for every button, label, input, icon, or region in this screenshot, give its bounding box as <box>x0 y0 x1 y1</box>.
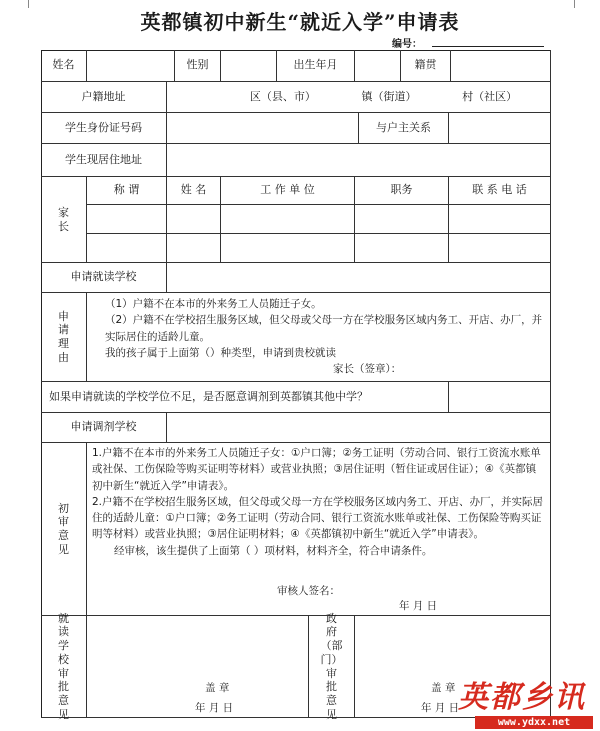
adjust-question: 如果申请就读的学校学位不足，是否愿意调剂到英都镇其他中学？ <box>41 382 449 413</box>
adjust-school-label: 申请调剂学校 <box>41 413 167 443</box>
school-approval-label <box>41 611 87 721</box>
application-form-table <box>41 50 551 721</box>
gov-approval-char: 批 <box>326 680 337 694</box>
reason-section-label <box>41 293 87 382</box>
gov-approval-char: 见 <box>326 707 337 721</box>
gov-approval-char: 意 <box>326 694 337 707</box>
watermark-logo: 英都乡讯 <box>458 680 586 715</box>
review-label-char: 见 <box>58 542 69 556</box>
parent-signature-label: 家长（签章）： <box>333 363 402 376</box>
gov-approval-char: 府 <box>326 625 337 639</box>
parent1-phone-field[interactable] <box>449 205 551 234</box>
gov-approval-label <box>309 611 355 721</box>
review-section-label <box>41 443 87 616</box>
review-date: 年 月 日 <box>399 600 438 612</box>
gender-label: 性别 <box>175 50 221 82</box>
form-title: 英都镇初中新生“就近入学”申请表 <box>140 10 460 34</box>
school-approval-char: 见 <box>58 707 69 721</box>
parent1-position-field[interactable] <box>355 205 449 234</box>
school-approval-date: 年 月 日 <box>195 702 234 714</box>
gov-approval-char: 审 <box>326 666 337 680</box>
apply-school-field[interactable] <box>167 263 551 293</box>
birth-date-field[interactable] <box>355 50 401 82</box>
parent-title-header: 称 谓 <box>87 177 167 205</box>
parent2-name-field[interactable] <box>167 234 221 263</box>
review-label-char: 初 <box>58 501 69 515</box>
school-approval-char: 意 <box>58 694 69 707</box>
reason-label-char: 请 <box>58 323 69 337</box>
school-approval-char: 校 <box>58 652 69 666</box>
relation-label: 与户主关系 <box>359 113 449 144</box>
parent2-employer-field[interactable] <box>221 234 355 263</box>
review-conclusion: 经审核，该生提供了上面第（ ）项材料，材料齐全，符合申请条件。 <box>114 544 433 557</box>
parent-position-header: 职务 <box>355 177 449 205</box>
review-content[interactable] <box>87 443 551 616</box>
apply-school-label: 申请就读学校 <box>41 263 167 293</box>
adjust-answer-field[interactable] <box>449 382 551 413</box>
parent-phone-header: 联 系 电 话 <box>449 177 551 205</box>
gender-field[interactable] <box>221 50 277 82</box>
parent1-name-field[interactable] <box>167 205 221 234</box>
parent1-title-field[interactable] <box>87 205 167 234</box>
reason-label-char: 理 <box>58 337 69 350</box>
parents-label-char: 家 <box>58 205 69 219</box>
student-id-label: 学生身份证号码 <box>41 113 167 144</box>
review-label-char: 审 <box>58 515 69 529</box>
name-field[interactable] <box>87 50 175 82</box>
birth-date-label: 出生年月 <box>277 50 355 82</box>
school-approval-char: 审 <box>58 666 69 680</box>
parent2-position-field[interactable] <box>355 234 449 263</box>
gov-approval-char: 门） <box>320 652 343 666</box>
name-label: 姓名 <box>41 50 87 82</box>
school-approval-field[interactable] <box>87 616 309 718</box>
reason-label-char: 由 <box>58 350 69 364</box>
relation-field[interactable] <box>449 113 551 144</box>
review-label-char: 意 <box>58 529 69 542</box>
serial-number-label: 编号： <box>392 39 422 50</box>
parent-name-header: 姓 名 <box>167 177 221 205</box>
review-item-2: 2.户籍不在学校招生服务区域，但父母或父母一方在学校服务区域内务工、开店、办厂，并实际居住的适龄儿童：①户口簿；②务工证明（劳动合同、银行工资流水账单或社保、工伤保险等购买证明等材料）或营业执照；③居住证明材料；④《英都镇初中新生“就近入学”申请表》。 <box>92 495 544 541</box>
current-address-label: 学生现居住地址 <box>41 144 167 177</box>
serial-number-field[interactable] <box>432 46 544 47</box>
student-id-field[interactable] <box>167 113 359 144</box>
reason-option-2: （2）户籍不在学校招生服务区域，但父母或父母一方在学校服务区域内务工、开店、办厂，并实际居住的适龄儿童。 <box>105 314 543 343</box>
gov-approval-date: 年 月 日 <box>421 702 460 714</box>
native-place-label: 籍贯 <box>401 50 451 82</box>
household-address-field[interactable] <box>167 82 551 113</box>
gov-approval-char: （部 <box>320 639 343 652</box>
parent1-employer-field[interactable] <box>221 205 355 234</box>
reason-statement: 我的孩子属于上面第（）种类型，申请到贵校就读 <box>105 346 336 359</box>
parent2-title-field[interactable] <box>87 234 167 263</box>
gov-stamp-label: 盖 章 <box>431 682 456 694</box>
district-label: 区（县、市） <box>249 89 316 103</box>
parent-employer-header: 工 作 单 位 <box>221 177 355 205</box>
parents-label-char: 长 <box>58 219 69 233</box>
current-address-field[interactable] <box>167 144 551 177</box>
town-label: 镇（街道） <box>361 89 417 103</box>
school-approval-char: 读 <box>58 625 69 639</box>
gov-approval-char: 政 <box>326 611 337 625</box>
reason-text-block <box>93 296 545 377</box>
reason-option-1: （1）户籍不在本市的外来务工人员随迁子女。 <box>105 298 322 310</box>
reviewer-signature-label: 审核人签名： <box>277 585 340 597</box>
adjust-school-field[interactable] <box>167 413 551 443</box>
watermark-url: www.ydxx.net <box>475 716 593 729</box>
parent2-phone-field[interactable] <box>449 234 551 263</box>
native-place-field[interactable] <box>451 50 551 82</box>
review-text-block <box>92 445 546 559</box>
school-approval-char: 学 <box>58 639 69 652</box>
school-approval-char: 批 <box>58 680 69 694</box>
review-item-1: 1.户籍不在本市的外来务工人员随迁子女：①户口簿；②务工证明（劳动合同、银行工资流水账单或社保、工伤保险等购买证明等材料）或营业执照；③居住证明（暂住证或居住证）；④《英都镇初中新生“就近入学”申请表》。 <box>92 447 541 492</box>
school-stamp-label: 盖 章 <box>205 682 230 694</box>
parents-section-label <box>41 177 87 263</box>
village-label: 村（社区） <box>462 89 518 103</box>
household-address-label: 户籍地址 <box>41 82 167 113</box>
reason-content[interactable] <box>87 293 551 382</box>
school-approval-char: 就 <box>58 611 69 625</box>
reason-label-char: 申 <box>58 309 69 323</box>
